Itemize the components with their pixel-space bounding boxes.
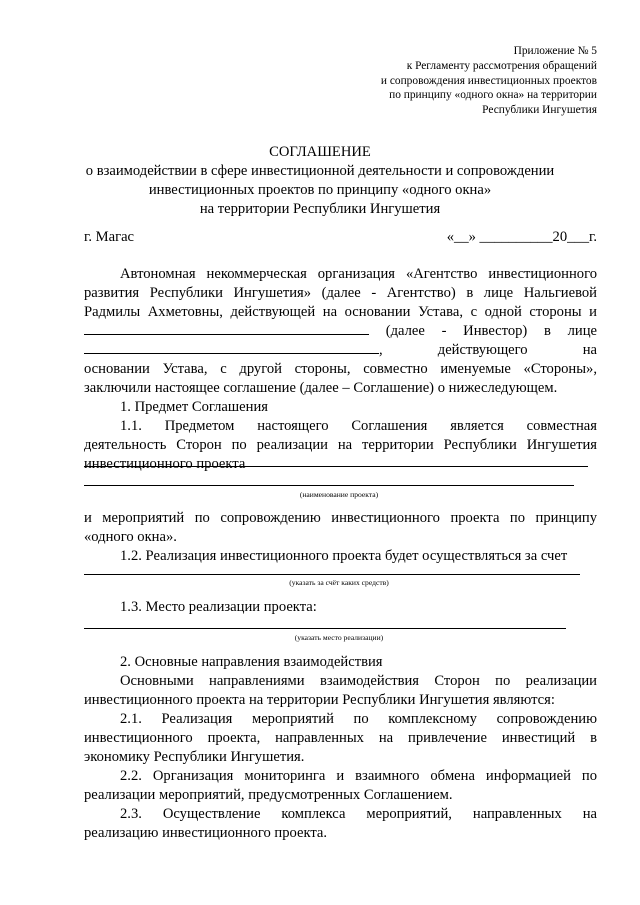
- field-caption: (наименование проекта): [299, 490, 379, 499]
- section1-place: [84, 598, 597, 617]
- section2: [84, 653, 597, 843]
- field-caption: (указать место реализации): [294, 633, 384, 642]
- section-heading: 2. Основные направления взаимодействия: [120, 654, 383, 670]
- text-line: Основными направлениями взаимодействия Сторон по реализации: [120, 673, 597, 689]
- appendix-line: по принципу «одного окна» на территории: [389, 89, 597, 102]
- text-line: Автономная некоммерческая организация «Агентство инвестиционного: [120, 266, 597, 282]
- title-line: на территории Республики Ингушетия: [199, 201, 441, 217]
- text-fragment: (далее - Инвестор) в лице: [385, 323, 597, 339]
- appendix-note: [381, 44, 597, 118]
- text-line: 2.2. Организация мониторинга и взаимного обмена информацией по: [120, 768, 597, 784]
- text-line: 1.3. Место реализации проекта:: [120, 599, 317, 615]
- blank-underline: [84, 628, 566, 629]
- representative-line: , действующего на: [84, 341, 597, 360]
- text-fragment: действующего на: [437, 342, 597, 358]
- text-line: инвестиционного проекта: [84, 456, 246, 472]
- text-line: развития Республики Ингушетия» (далее - Агентство) в лице Нальгиевой: [84, 285, 597, 301]
- text-line: «одного окна».: [84, 529, 177, 545]
- text-line: реализации мероприятий, предусмотренных Соглашением.: [84, 787, 453, 803]
- investor-name-line: [84, 322, 597, 341]
- text-line: инвестиционного проекта, направленных на привлечение инвестиций в: [84, 730, 597, 746]
- appendix-line: к Регламенту рассмотрения обращений: [406, 59, 597, 72]
- text-line: 2.3. Осуществление комплекса мероприятий, направленных на: [120, 806, 597, 822]
- text-line: Радмилы Ахметовны, действующей на основании Устава, с одной стороны и: [84, 304, 597, 320]
- text-line: основании Устава, с другой стороны, совместно именуемые «Стороны»,: [84, 361, 597, 377]
- blank-underline: [84, 341, 379, 354]
- appendix-line: Приложение № 5: [513, 45, 597, 57]
- place-date-row: [84, 229, 597, 249]
- text-line: реализацию инвестиционного проекта.: [84, 825, 328, 841]
- blank-underline: [84, 322, 369, 335]
- section1: [84, 398, 597, 474]
- section-heading: 1. Предмет Соглашения: [120, 399, 268, 415]
- preamble: [84, 265, 597, 398]
- blank-underline: [84, 485, 574, 486]
- appendix-line: и сопровождения инвестиционных проектов: [380, 74, 597, 87]
- text-line: экономику Республики Ингушетия.: [84, 749, 305, 765]
- date-blank: «__» __________20___г.: [446, 229, 597, 245]
- title-line: инвестиционных проектов по принципу «одного окна»: [148, 182, 492, 198]
- text-line: 1.2. Реализация инвестиционного проекта будет осуществляться за счет: [120, 548, 568, 564]
- text-line: деятельность Сторон по реализации на территории Республики Ингушетия: [84, 437, 597, 453]
- text-line: 2.1. Реализация мероприятий по комплексному сопровождению: [120, 711, 597, 727]
- blank-underline: [84, 466, 588, 467]
- text-line: и мероприятий по сопровождению инвестиционного проекта по принципу: [84, 510, 597, 526]
- title-line: о взаимодействии в сфере инвестиционной деятельности и сопровождении: [85, 163, 555, 179]
- document-title: [0, 143, 640, 219]
- field-caption: (указать за счёт каких средств): [289, 578, 389, 587]
- title-heading: СОГЛАШЕНИЕ: [269, 144, 371, 160]
- text-line: инвестиционного проекта на территории Республики Ингушетия являются:: [84, 692, 555, 708]
- text-line: заключили настоящее соглашение (далее – Соглашение) о нижеследующем.: [84, 380, 558, 396]
- city-label: г. Магас: [84, 229, 135, 245]
- appendix-line: Республики Ингушетия: [482, 104, 597, 117]
- blank-underline: [84, 574, 580, 575]
- section1-continued: [84, 509, 597, 566]
- text-line: 1.1. Предметом настоящего Соглашения является совместная: [120, 418, 597, 434]
